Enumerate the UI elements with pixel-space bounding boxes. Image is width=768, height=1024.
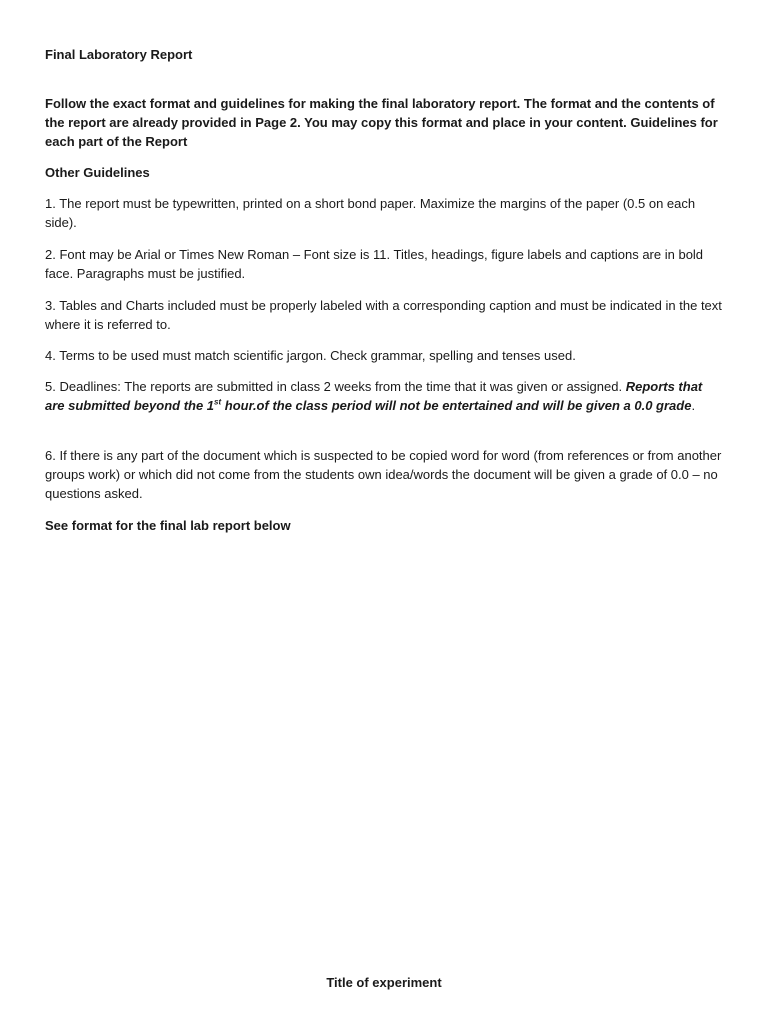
document-title: Final Laboratory Report [45, 47, 193, 62]
item-5-emphasis: Reports that are submitted beyond the 1st hour.of the class period will not be entertained and will be given a 0.0 grade [45, 379, 703, 413]
intro-paragraph: Follow the exact format and guidelines for making the final laboratory report. The format and the contents of the report are already provided in Page 2. You may copy this format and place in your content. Guidelines for each part of the Report [45, 96, 718, 149]
guideline-item-6: 6. If there is any part of the document which is suspected to be copied word for word (from references or from another groups work) or which did not come from the students own idea/words the document will be given a grade of 0.0 – no questions asked. [45, 448, 722, 501]
other-guidelines-heading: Other Guidelines [45, 165, 150, 180]
see-format-note: See format for the final lab report below [45, 518, 291, 533]
page-2-title: Title of experiment [326, 975, 442, 990]
item-5-tail: . [691, 398, 696, 413]
item-5-lead: 5. Deadlines: The reports are submitted in class 2 weeks from the time that it was given or assigned. [45, 379, 626, 394]
guideline-item-1: 1. The report must be typewritten, printed on a short bond paper. Maximize the margins of the paper (0.5 on each side). [45, 196, 696, 230]
ordinal-superscript: st [214, 397, 222, 407]
guideline-item-4: 4. Terms to be used must match scientific jargon. Check grammar, spelling and tenses used. [45, 348, 576, 363]
guideline-item-2: 2. Font may be Arial or Times New Roman – Font size is 11. Titles, headings, figure labels and captions are in bold face. Paragraphs must be justified. [45, 247, 704, 281]
guideline-item-3: 3. Tables and Charts included must be properly labeled with a corresponding caption and must be indicated in the text where it is referred to. [45, 298, 722, 332]
guideline-item-5 [45, 377, 723, 415]
